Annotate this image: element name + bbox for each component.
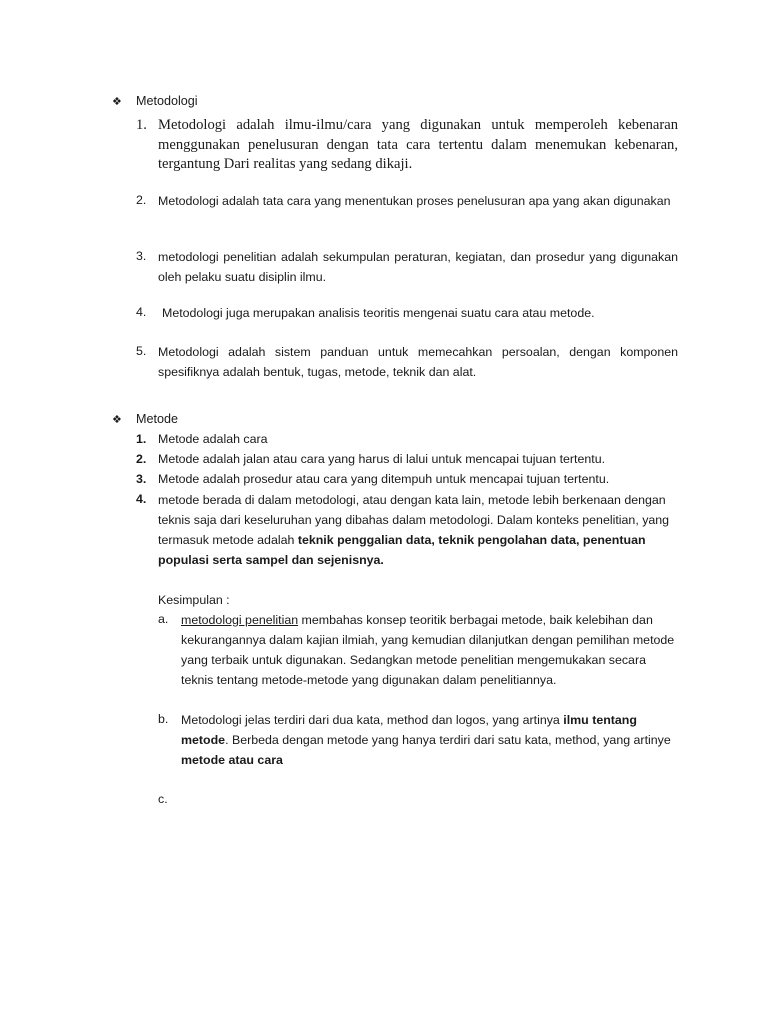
list-number: 1.	[136, 432, 147, 446]
list-item	[181, 710, 678, 770]
list-letter: b.	[158, 712, 169, 726]
section-title-metodologi: Metodologi	[136, 94, 198, 108]
list-letter: c.	[158, 792, 168, 806]
list-item: Metodologi juga merupakan analisis teoritis mengenai suatu cara atau metode.	[162, 306, 595, 320]
underlined-term: metodologi penelitian	[181, 613, 299, 627]
list-item	[158, 490, 678, 570]
bold-text: teknik penggalian data	[297, 533, 432, 547]
section-title-metode: Metode	[136, 412, 179, 426]
diamond-bullet-icon: ❖	[112, 413, 122, 426]
list-item: Metodologi adalah sistem panduan untuk memecahkan persoalan, dengan komponen spesifiknya adalah bentuk, tugas, metode, teknik dan alat.	[158, 345, 678, 379]
list-item	[181, 610, 678, 690]
list-number: 2.	[136, 452, 147, 466]
kesimpulan-title: Kesimpulan :	[158, 593, 230, 607]
list-number: 3.	[136, 249, 147, 263]
list-number: 3.	[136, 472, 147, 486]
text-segment: metode berada di dalam metodologi, atau dengan kata lain, metode lebih berkenaan dengan teknis saja dari keseluruhan yang dibahas dalam metodologi. Dalam konteks penelitian, yang termasuk metode adalah	[158, 493, 670, 547]
list-letter: a.	[158, 612, 169, 626]
list-item: Metode adalah jalan atau cara yang harus di lalui untuk mencapai tujuan tertentu.	[158, 452, 606, 466]
list-item: Metode adalah prosedur atau cara yang ditempuh untuk mencapai tujuan tertentu.	[158, 472, 610, 486]
list-item: Metode adalah cara	[158, 432, 268, 446]
list-number: 4.	[136, 305, 147, 319]
list-number: 5.	[136, 344, 147, 358]
bold-text: ilmu tentang metode	[181, 713, 637, 747]
list-item: Metodologi adalah tata cara yang menentukan proses penelusuran apa yang akan digunakan	[158, 194, 671, 208]
diamond-bullet-icon: ❖	[112, 95, 122, 108]
list-number: 1.	[136, 117, 147, 133]
list-item: metodologi penelitian adalah sekumpulan peraturan, kegiatan, dan prosedur yang digunakan oleh pelaku suatu disiplin ilmu.	[158, 250, 678, 284]
text-segment: membahas konsep teoritik berbagai metode, baik kelebihan dan kekurangannya dalam kajian ilmiah, yang kemudian dilanjutkan dengan pemilihan metode yang terbaik untuk digunakan. Sedangkan metode penelitian mengemukakan secara teknis tentang metode-metode yang digunakan dalam penelitiannya.	[181, 613, 675, 687]
list-item: Metodologi adalah ilmu-ilmu/cara yang digunakan untuk memperoleh kebenaran menggunakan penelusuran dengan tata cara tertentu dalam menemukan kebenaran, tergantung Dari realitas yang sedang dikaji.	[158, 117, 678, 172]
list-number: 4.	[136, 492, 147, 506]
bold-text: metode atau cara	[181, 753, 283, 767]
bold-text: teknik pengolahan data, penentuan populasi serta sampel dan sejenisnya.	[158, 533, 646, 567]
text-segment: . Berbeda dengan metode yang hanya terdiri dari satu kata, method, yang artinye	[225, 733, 671, 747]
text-segment: Metodologi jelas terdiri dari dua kata, method dan logos, yang artinya	[181, 713, 564, 727]
text-segment: ,	[431, 533, 439, 547]
list-number: 2.	[136, 193, 147, 207]
